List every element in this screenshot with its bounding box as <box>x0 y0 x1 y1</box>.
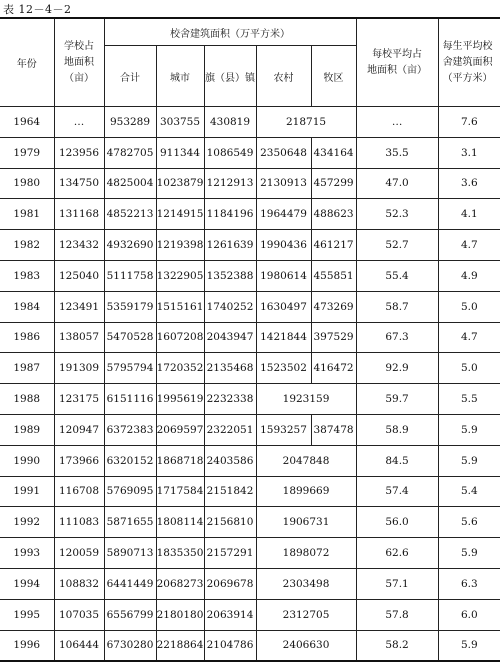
table-row <box>0 414 500 445</box>
cell-city: 1995619 <box>156 384 204 415</box>
cell-year: 1996 <box>0 630 54 661</box>
table-row <box>0 107 500 138</box>
cell-school-land: 120947 <box>54 414 104 445</box>
cell-town: 2403586 <box>204 445 256 476</box>
cell-pastoral: 416472 <box>311 353 356 384</box>
cell-pastoral: 488623 <box>311 199 356 230</box>
cell-school-land: 123491 <box>54 291 104 322</box>
cell-year: 1979 <box>0 137 54 168</box>
cell-total: 5795794 <box>104 353 156 384</box>
cell-city: 1219398 <box>156 230 204 261</box>
cell-rural: 1593257 <box>256 414 311 445</box>
table-row <box>0 230 500 261</box>
cell-city: 2180180 <box>156 599 204 630</box>
cell-rural: 1523502 <box>256 353 311 384</box>
table-row <box>0 260 500 291</box>
header-building-area: 校舍建筑面积（万平方米） <box>104 18 356 46</box>
cell-avg-land: 59.7 <box>356 384 438 415</box>
cell-city: 2218864 <box>156 630 204 661</box>
cell-year: 1991 <box>0 476 54 507</box>
cell-total: 5890713 <box>104 538 156 569</box>
cell-school-land: 123175 <box>54 384 104 415</box>
cell-total: 5769095 <box>104 476 156 507</box>
cell-avg-land: 58.9 <box>356 414 438 445</box>
cell-school-land: 125040 <box>54 260 104 291</box>
cell-pastoral: 473269 <box>311 291 356 322</box>
cell-town: 2151842 <box>204 476 256 507</box>
cell-city: 1835350 <box>156 538 204 569</box>
cell-town: 2157291 <box>204 538 256 569</box>
cell-year: 1986 <box>0 322 54 353</box>
cell-rural: 1990436 <box>256 230 311 261</box>
cell-year: 1989 <box>0 414 54 445</box>
cell-school-land: 111083 <box>54 507 104 538</box>
cell-school-land: 191309 <box>54 353 104 384</box>
cell-town: 430819 <box>204 107 256 138</box>
cell-town: 2322051 <box>204 414 256 445</box>
cell-city: 1322905 <box>156 260 204 291</box>
cell-avg-building: 5.6 <box>438 507 500 538</box>
table-row <box>0 137 500 168</box>
header-year: 年份 <box>0 18 54 107</box>
cell-avg-building: 5.0 <box>438 291 500 322</box>
cell-town: 2156810 <box>204 507 256 538</box>
cell-year: 1983 <box>0 260 54 291</box>
cell-avg-land: 35.5 <box>356 137 438 168</box>
cell-total: 5359179 <box>104 291 156 322</box>
cell-total: 4932690 <box>104 230 156 261</box>
cell-total: 5470528 <box>104 322 156 353</box>
cell-school-land: 131168 <box>54 199 104 230</box>
table-row <box>0 568 500 599</box>
cell-city: 303755 <box>156 107 204 138</box>
cell-town: 1261639 <box>204 230 256 261</box>
cell-avg-building: 4.7 <box>438 322 500 353</box>
cell-school-land: 123956 <box>54 137 104 168</box>
cell-city: 1717584 <box>156 476 204 507</box>
cell-avg-land: 58.2 <box>356 630 438 661</box>
cell-rural: 2350648 <box>256 137 311 168</box>
cell-rural-pastoral-merged: 2406630 <box>256 630 356 661</box>
cell-pastoral: 397529 <box>311 322 356 353</box>
cell-total: 6320152 <box>104 445 156 476</box>
cell-year: 1964 <box>0 107 54 138</box>
cell-rural-pastoral-merged: 1899669 <box>256 476 356 507</box>
cell-rural-pastoral-merged: 1898072 <box>256 538 356 569</box>
cell-town: 1740252 <box>204 291 256 322</box>
table-row <box>0 322 500 353</box>
cell-town: 2135468 <box>204 353 256 384</box>
cell-avg-building: 3.6 <box>438 168 500 199</box>
cell-year: 1995 <box>0 599 54 630</box>
cell-total: 5871655 <box>104 507 156 538</box>
cell-school-land: 138057 <box>54 322 104 353</box>
cell-rural-pastoral-merged: 1923159 <box>256 384 356 415</box>
cell-school-land: 123432 <box>54 230 104 261</box>
table-row <box>0 291 500 322</box>
cell-total: 6151116 <box>104 384 156 415</box>
cell-school-land: 134750 <box>54 168 104 199</box>
cell-school-land: 120059 <box>54 538 104 569</box>
table-row <box>0 353 500 384</box>
cell-city: 911344 <box>156 137 204 168</box>
cell-city: 2069597 <box>156 414 204 445</box>
cell-avg-building: 5.5 <box>438 384 500 415</box>
cell-total: 6372383 <box>104 414 156 445</box>
data-table <box>0 17 500 662</box>
cell-town: 2232338 <box>204 384 256 415</box>
cell-city: 1868718 <box>156 445 204 476</box>
table-row <box>0 507 500 538</box>
header-avg-building: 每生平均校 舍建筑面积 （平方米） <box>438 18 500 107</box>
cell-avg-land: 84.5 <box>356 445 438 476</box>
cell-avg-land: 62.6 <box>356 538 438 569</box>
cell-avg-land: … <box>356 107 438 138</box>
cell-school-land: 107035 <box>54 599 104 630</box>
header-avg-land: 每校平均占 地面积（亩） <box>356 18 438 107</box>
cell-avg-building: 6.3 <box>438 568 500 599</box>
table-row <box>0 630 500 661</box>
cell-total: 6730280 <box>104 630 156 661</box>
cell-total: 953289 <box>104 107 156 138</box>
cell-town: 1086549 <box>204 137 256 168</box>
table-row <box>0 199 500 230</box>
table-row <box>0 384 500 415</box>
cell-school-land: 173966 <box>54 445 104 476</box>
cell-rural-pastoral-merged: 2047848 <box>256 445 356 476</box>
cell-avg-land: 92.9 <box>356 353 438 384</box>
cell-year: 1993 <box>0 538 54 569</box>
cell-total: 4825004 <box>104 168 156 199</box>
cell-avg-land: 55.4 <box>356 260 438 291</box>
header-total: 合计 <box>104 46 156 107</box>
cell-town: 1212913 <box>204 168 256 199</box>
cell-rural-pastoral-merged: 2303498 <box>256 568 356 599</box>
cell-school-land: 106444 <box>54 630 104 661</box>
cell-avg-land: 47.0 <box>356 168 438 199</box>
cell-rural-pastoral-merged: 1906731 <box>256 507 356 538</box>
cell-avg-building: 4.1 <box>438 199 500 230</box>
table-row <box>0 445 500 476</box>
cell-year: 1990 <box>0 445 54 476</box>
cell-avg-building: 5.9 <box>438 630 500 661</box>
cell-avg-building: 5.9 <box>438 414 500 445</box>
table-row <box>0 476 500 507</box>
cell-pastoral: 434164 <box>311 137 356 168</box>
cell-city: 1720352 <box>156 353 204 384</box>
cell-avg-building: 5.9 <box>438 538 500 569</box>
header-city: 城市 <box>156 46 204 107</box>
cell-avg-building: 5.0 <box>438 353 500 384</box>
cell-rural: 1630497 <box>256 291 311 322</box>
cell-city: 1515161 <box>156 291 204 322</box>
header-school-land: 学校占 地面积 （亩） <box>54 18 104 107</box>
cell-city: 1607208 <box>156 322 204 353</box>
cell-town: 1184196 <box>204 199 256 230</box>
cell-school-land: … <box>54 107 104 138</box>
header-pastoral: 牧区 <box>311 46 356 107</box>
cell-total: 5111758 <box>104 260 156 291</box>
table-row <box>0 538 500 569</box>
cell-pastoral: 455851 <box>311 260 356 291</box>
cell-year: 1994 <box>0 568 54 599</box>
cell-avg-land: 56.0 <box>356 507 438 538</box>
cell-town: 2069678 <box>204 568 256 599</box>
cell-pastoral: 387478 <box>311 414 356 445</box>
cell-avg-land: 67.3 <box>356 322 438 353</box>
cell-pastoral: 457299 <box>311 168 356 199</box>
cell-town: 2104786 <box>204 630 256 661</box>
header-rural: 农村 <box>256 46 311 107</box>
cell-avg-land: 52.7 <box>356 230 438 261</box>
cell-rural-pastoral-merged: 218715 <box>256 107 356 138</box>
cell-school-land: 116708 <box>54 476 104 507</box>
table-row <box>0 168 500 199</box>
cell-avg-building: 4.7 <box>438 230 500 261</box>
cell-year: 1981 <box>0 199 54 230</box>
cell-rural: 1421844 <box>256 322 311 353</box>
cell-avg-building: 7.6 <box>438 107 500 138</box>
cell-avg-land: 57.1 <box>356 568 438 599</box>
cell-year: 1987 <box>0 353 54 384</box>
header-town: 旗（县）镇 <box>204 46 256 107</box>
cell-total: 4852213 <box>104 199 156 230</box>
cell-avg-land: 58.7 <box>356 291 438 322</box>
cell-avg-land: 52.3 <box>356 199 438 230</box>
cell-town: 2063914 <box>204 599 256 630</box>
cell-year: 1992 <box>0 507 54 538</box>
cell-city: 2068273 <box>156 568 204 599</box>
cell-avg-land: 57.4 <box>356 476 438 507</box>
cell-city: 1214915 <box>156 199 204 230</box>
cell-city: 1808114 <box>156 507 204 538</box>
cell-year: 1980 <box>0 168 54 199</box>
cell-avg-building: 4.9 <box>438 260 500 291</box>
cell-year: 1988 <box>0 384 54 415</box>
cell-total: 6556799 <box>104 599 156 630</box>
cell-city: 1023879 <box>156 168 204 199</box>
cell-avg-building: 3.1 <box>438 137 500 168</box>
cell-school-land: 108832 <box>54 568 104 599</box>
cell-rural: 2130913 <box>256 168 311 199</box>
cell-town: 2043947 <box>204 322 256 353</box>
cell-avg-building: 5.9 <box>438 445 500 476</box>
cell-avg-land: 57.8 <box>356 599 438 630</box>
cell-rural: 1964479 <box>256 199 311 230</box>
cell-town: 1352388 <box>204 260 256 291</box>
cell-year: 1984 <box>0 291 54 322</box>
table-caption: 表 12－4－2 <box>3 3 72 16</box>
cell-rural: 1980614 <box>256 260 311 291</box>
cell-pastoral: 461217 <box>311 230 356 261</box>
cell-avg-building: 6.0 <box>438 599 500 630</box>
cell-year: 1982 <box>0 230 54 261</box>
cell-rural-pastoral-merged: 2312705 <box>256 599 356 630</box>
cell-avg-building: 5.4 <box>438 476 500 507</box>
cell-total: 4782705 <box>104 137 156 168</box>
cell-total: 6441449 <box>104 568 156 599</box>
